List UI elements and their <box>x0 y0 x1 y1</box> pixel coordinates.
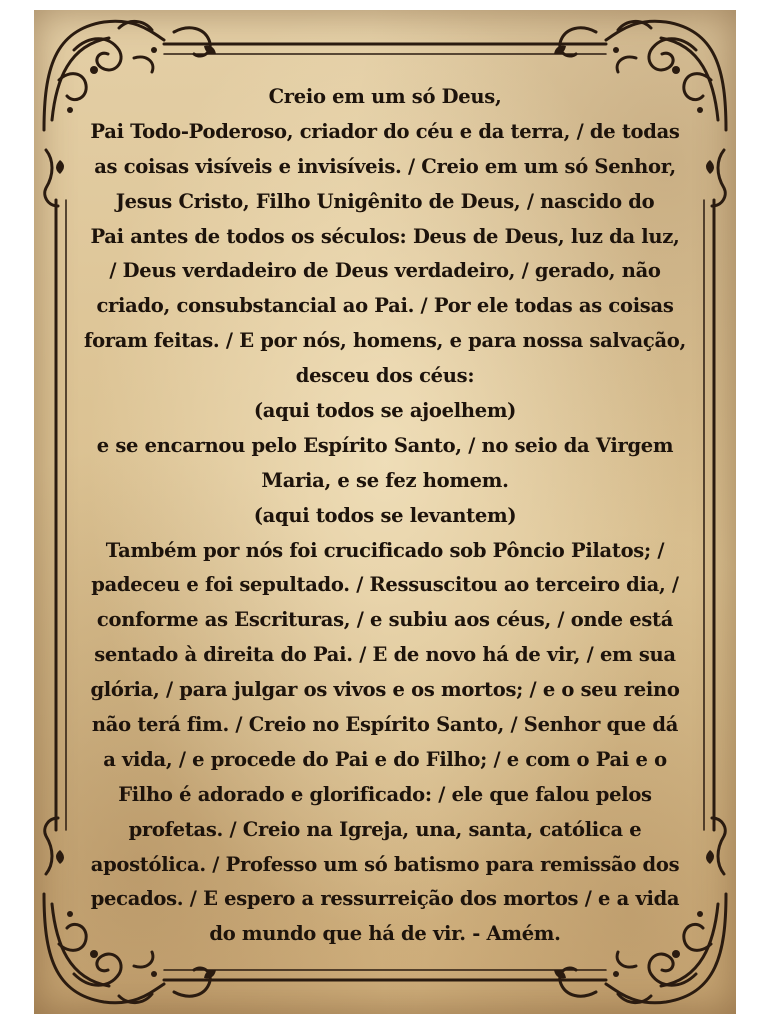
creed-line-final: do mundo que há de vir. - Amém. <box>209 922 561 946</box>
creed-line: foram feitas. / E por nós, homens, e para nossa salvação, <box>83 329 686 353</box>
creed-line: Creio em um só Deus, <box>268 85 502 108</box>
creed-line: não terá fim. / Creio no Espírito Santo, / Senhor que dá <box>91 713 679 737</box>
rubric-kneel: (aqui todos se ajoelhem) <box>253 399 517 423</box>
creed-line: desceu dos céus: <box>295 364 475 388</box>
creed-line: Maria, e se fez homem. <box>261 468 509 492</box>
creed-line: / Deus verdadeiro de Deus verdadeiro, / gerado, não <box>109 259 661 283</box>
rubric-stand: (aqui todos se levantem) <box>253 503 517 527</box>
creed-line: padeceu e foi sepultado. / Ressuscitou ao terceiro dia, / <box>91 573 679 597</box>
creed-line: apostólica. / Professo um só batismo para remissão dos <box>90 852 680 876</box>
creed-line: glória, / para julgar os vivos e os mortos; / e o seu reino <box>90 678 680 702</box>
creed-line: Jesus Cristo, Filho Unigênito de Deus, / nascido do <box>115 189 655 213</box>
creed-line: profetas. / Creio na Igreja, una, santa, católica e <box>128 817 642 841</box>
creed-line: conforme as Escrituras, / e subiu aos céus, / onde está <box>96 608 674 632</box>
creed-line: Também por nós foi crucificado sob Pôncio Pilatos; / <box>105 538 665 562</box>
creed-line: as coisas visíveis e invisíveis. / Creio em um só Senhor, <box>94 154 676 178</box>
creed-line: e se encarnou pelo Espírito Santo, / no seio da Virgem <box>96 433 674 457</box>
creed-line: pecados. / E espero a ressurreição dos mortos / e a vida <box>90 887 680 911</box>
creed-line: sentado à direita do Pai. / E de novo há de vir, / em sua <box>94 643 676 667</box>
parchment-page <box>34 10 736 1014</box>
creed-line: criado, consubstancial ao Pai. / Por ele todas as coisas <box>96 294 674 318</box>
creed-line: Filho é adorado e glorificado: / ele que falou pelos <box>118 782 652 806</box>
creed-line: Pai antes de todos os séculos: Deus de Deus, luz da luz, <box>90 224 680 248</box>
creed-line: a vida, / e procede do Pai e do Filho; / e com o Pai e o <box>103 747 667 771</box>
creed-line: Pai Todo-Poderoso, criador do céu e da terra, / de todas <box>90 119 680 143</box>
creed-text <box>74 80 696 952</box>
